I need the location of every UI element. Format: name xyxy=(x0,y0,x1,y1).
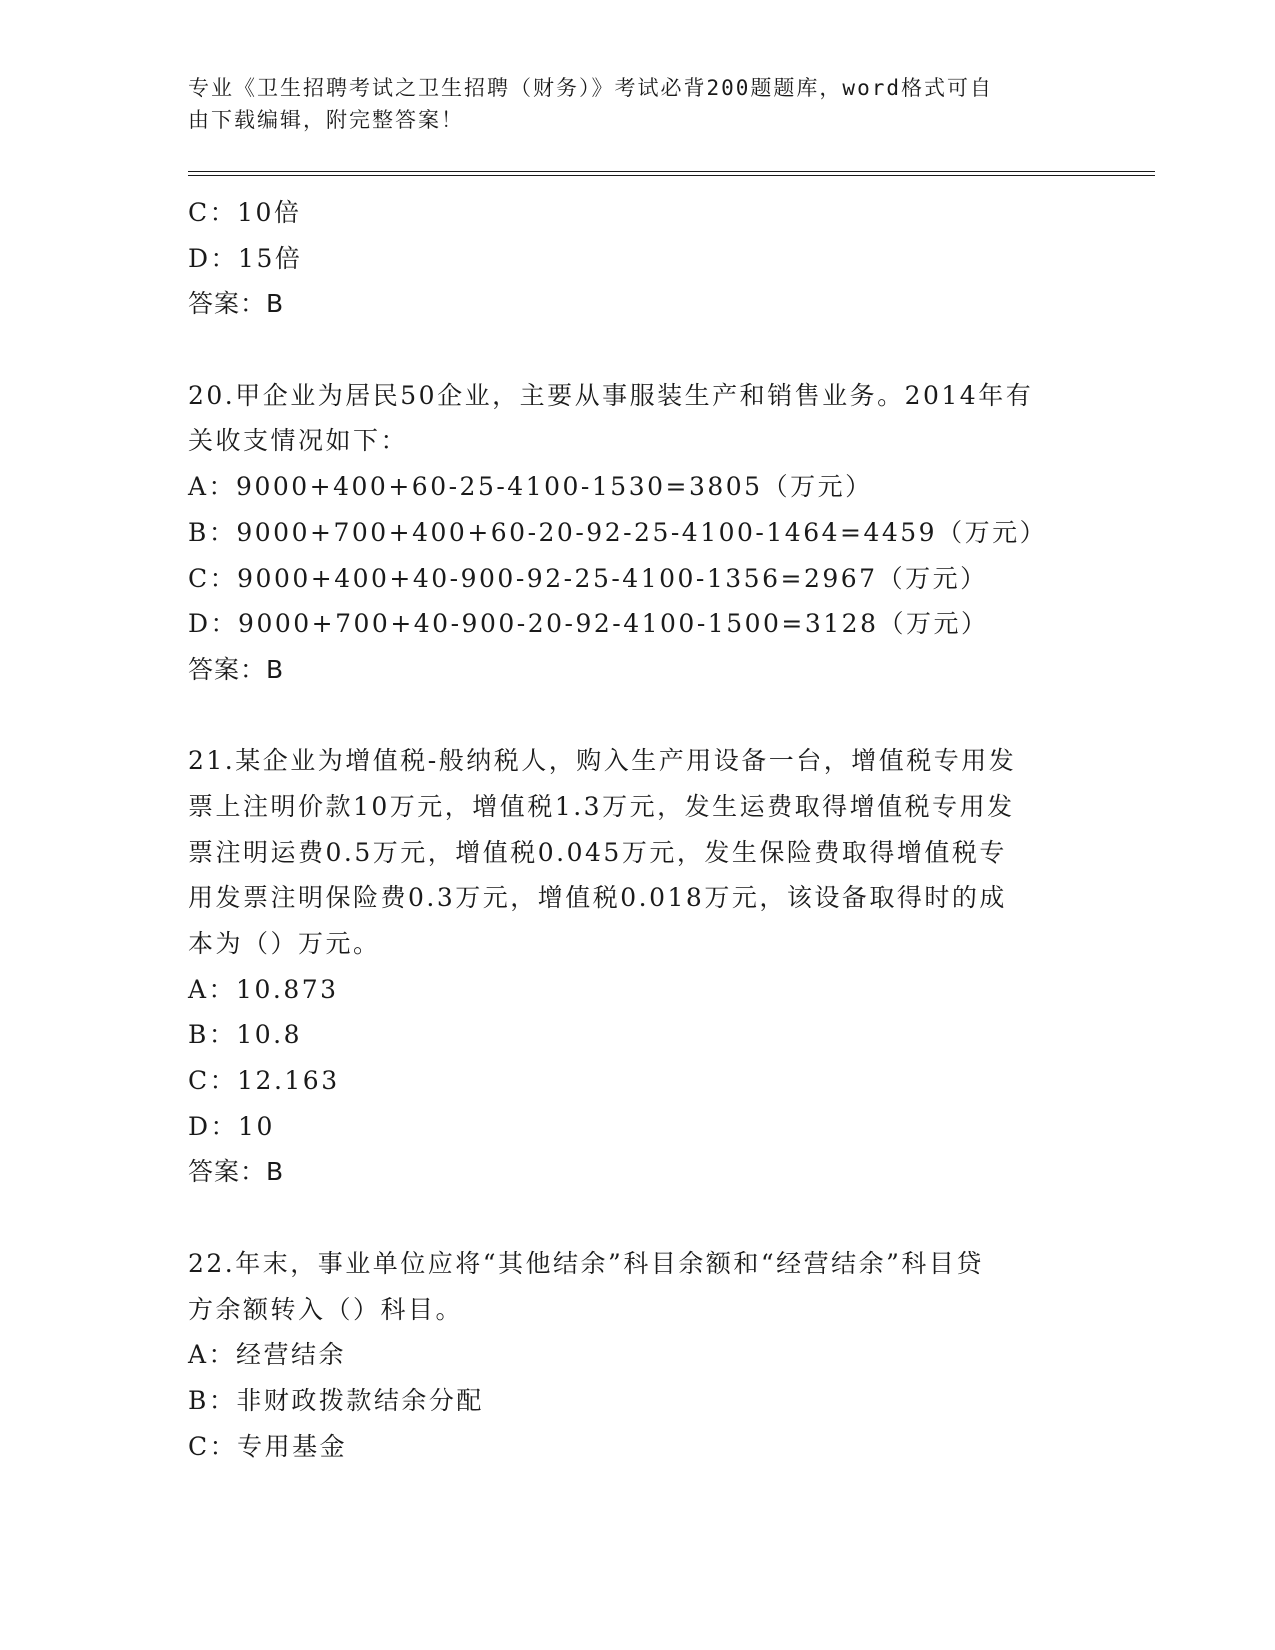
header-line-1: 专业《卫生招聘考试之卫生招聘（财务）》考试必背200题题库，word格式可自 xyxy=(188,76,993,100)
header-rule-top xyxy=(188,171,1155,172)
question-20 xyxy=(188,373,1088,693)
question-stem: 21.某企业为增值税-般纳税人，购入生产用设备一台，增值税专用发 xyxy=(188,746,1017,776)
question-19-tail xyxy=(188,190,1088,327)
document-header xyxy=(188,72,1068,136)
question-22 xyxy=(188,1241,1088,1469)
header-line-2: 由下载编辑，附完整答案！ xyxy=(188,108,464,132)
question-stem: 票注明运费0.5万元，增值税0.045万元，发生保险费取得增值税专 xyxy=(188,837,1007,867)
option-d: D：9000+700+40-900-20-92-4100-1500=3128（万元） xyxy=(188,609,989,639)
question-list xyxy=(188,190,1088,1469)
option-b: B：9000+700+400+60-20-92-25-4100-1464=4459（万元） xyxy=(188,517,1048,547)
option-c: C：10倍 xyxy=(188,198,302,227)
spacer xyxy=(188,1195,1088,1241)
spacer xyxy=(188,693,1088,739)
header-rule-bottom xyxy=(188,175,1155,176)
question-stem: 票上注明价款10万元，增值税1.3万元，发生运费取得增值税专用发 xyxy=(188,791,1015,821)
option-a: A：10.873 xyxy=(188,974,339,1004)
question-stem: 22.年末，事业单位应将“其他结余”科目余额和“经营结余”科目贷 xyxy=(188,1248,984,1278)
answer-line: 答案：B xyxy=(188,1157,285,1187)
answer-line: 答案：B xyxy=(188,654,285,684)
question-stem: 本为（）万元。 xyxy=(188,929,381,958)
question-stem: 20.甲企业为居民50企业，主要从事服装生产和销售业务。2014年有 xyxy=(188,380,1034,410)
option-b: B：10.8 xyxy=(188,1020,303,1050)
option-a: A：经营结余 xyxy=(188,1340,347,1370)
option-c: C：12.163 xyxy=(188,1066,340,1096)
question-21 xyxy=(188,738,1088,1195)
answer-line: 答案：B xyxy=(188,289,285,319)
question-stem: 方余额转入（）科目。 xyxy=(188,1294,464,1324)
option-d: D：10 xyxy=(188,1111,275,1141)
question-stem: 关收支情况如下： xyxy=(188,426,409,456)
option-c: C：专用基金 xyxy=(188,1431,348,1461)
option-a: A：9000+400+60-25-4100-1530=3805（万元） xyxy=(188,472,873,502)
option-d: D：15倍 xyxy=(188,243,303,273)
option-c: C：9000+400+40-900-92-25-4100-1356=2967（万元） xyxy=(188,563,988,593)
spacer xyxy=(188,327,1088,373)
question-stem: 用发票注明保险费0.3万元，增值税0.018万元，该设备取得时的成 xyxy=(188,883,1007,913)
option-b: B：非财政拨款结余分配 xyxy=(188,1385,484,1415)
